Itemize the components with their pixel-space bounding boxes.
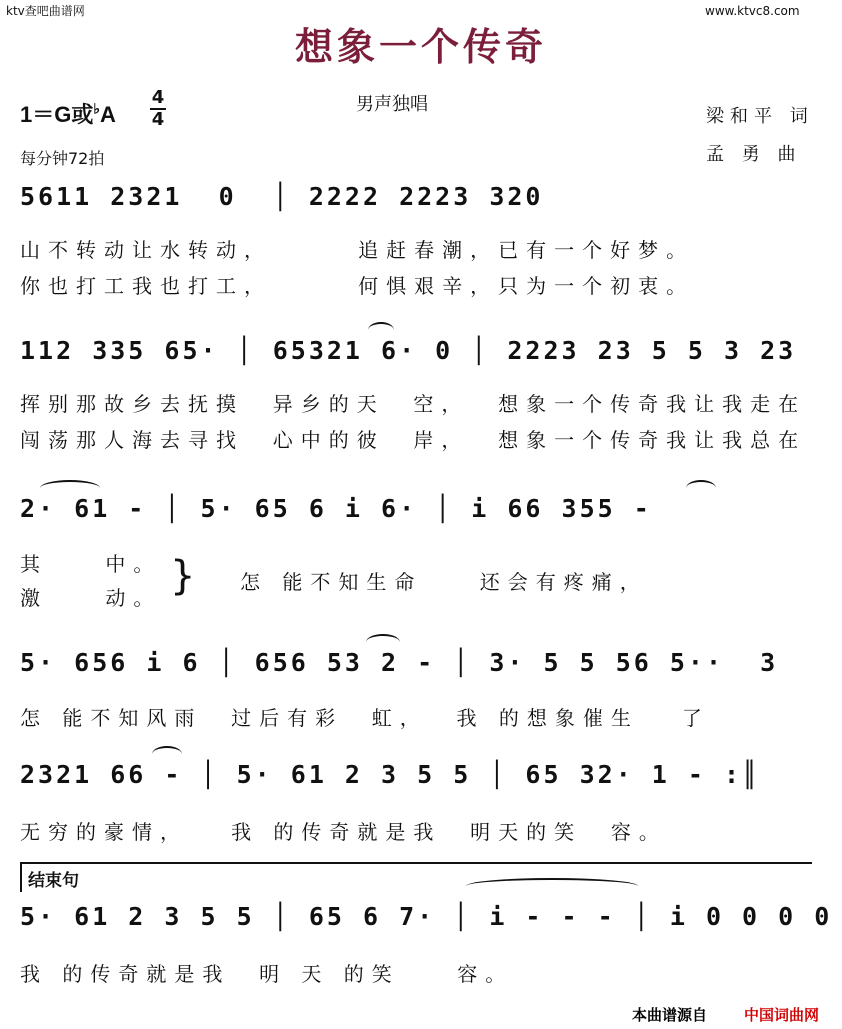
footer-source-label: 本曲谱源自 [632,1006,708,1024]
lyric-row-3-shared: 怎 能不知生命 还会有疼痛， [240,570,648,594]
time-signature [150,88,166,130]
time-sig-bottom: 4 [151,109,165,130]
notation-row-5: 2321 66 - │ 5· 61 2 3 5 5 │ 65 32· 1 - :║ [20,760,761,789]
footer-source-site[interactable]: 中国词曲网 [744,1006,820,1024]
lyric-row-1-verse-1: 山不转动让水转动， 追赶春潮，已有一个好梦。 [20,238,695,262]
flat-symbol: ♭ [93,100,100,117]
lyric-row-6: 我 的传奇就是我 明 天 的笑 容。 [20,962,514,986]
notation-row-2: 112 335 65· │ 65321 6· 0 │ 2223 23 5 5 3 23 [20,336,797,365]
lyric-row-3-verse-2: 激 动。 [20,586,162,610]
slur [686,480,716,496]
notation-row-1: 5611 2321 0 │ 2222 2223 320 [20,182,544,211]
tie-slur [466,878,638,894]
site-watermark-right: www.ktvc8.com [705,4,800,18]
ending-label: 结束句 [28,871,79,891]
performer-label: 男声独唱 [356,94,428,115]
lyric-row-1-verse-2: 你也打工我也打工， 何惧艰辛，只为一个初衷。 [20,274,695,298]
tempo-marking: 每分钟72拍 [20,149,105,168]
song-title: 想象一个传奇 [294,24,547,69]
composer-credit: 孟 勇 曲 [706,144,802,165]
lyric-row-2-verse-2: 闯荡那人海去寻找 心中的彼 岸， 想象一个传奇我让我总在 [20,428,807,452]
verse-brace: } [170,553,196,599]
notation-row-3: 2· 61 - │ 5· 65 6 i 6· │ i 66 355 - [20,494,652,523]
time-sig-top: 4 [151,87,165,108]
key-alt: A [99,102,116,127]
lyric-row-4: 怎 能不知风雨 过后有彩 虹， 我 的想象催生 了 [20,706,710,730]
site-watermark-left: ktv查吧曲谱网 [6,4,85,18]
key-signature [20,98,116,129]
notation-row-6: 5· 61 2 3 5 5 │ 65 6 7· │ i - - - │ i 0 0 0 0 [20,902,833,931]
lyric-row-5: 无穷的豪情， 我 的传奇就是我 明天的笑 容。 [20,820,667,844]
lyricist-credit: 梁和平 词 [706,106,814,127]
lyric-row-2-verse-1: 挥别那故乡去抚摸 异乡的天 空， 想象一个传奇我让我走在 [20,392,807,416]
lyric-row-3-verse-1: 其 中。 [20,552,162,576]
ending-bracket [20,862,812,892]
notation-row-4: 5· 656 i 6 │ 656 53 2 - │ 3· 5 5 56 5·· 3 [20,648,779,677]
key-text: 1＝G或 [20,102,94,127]
